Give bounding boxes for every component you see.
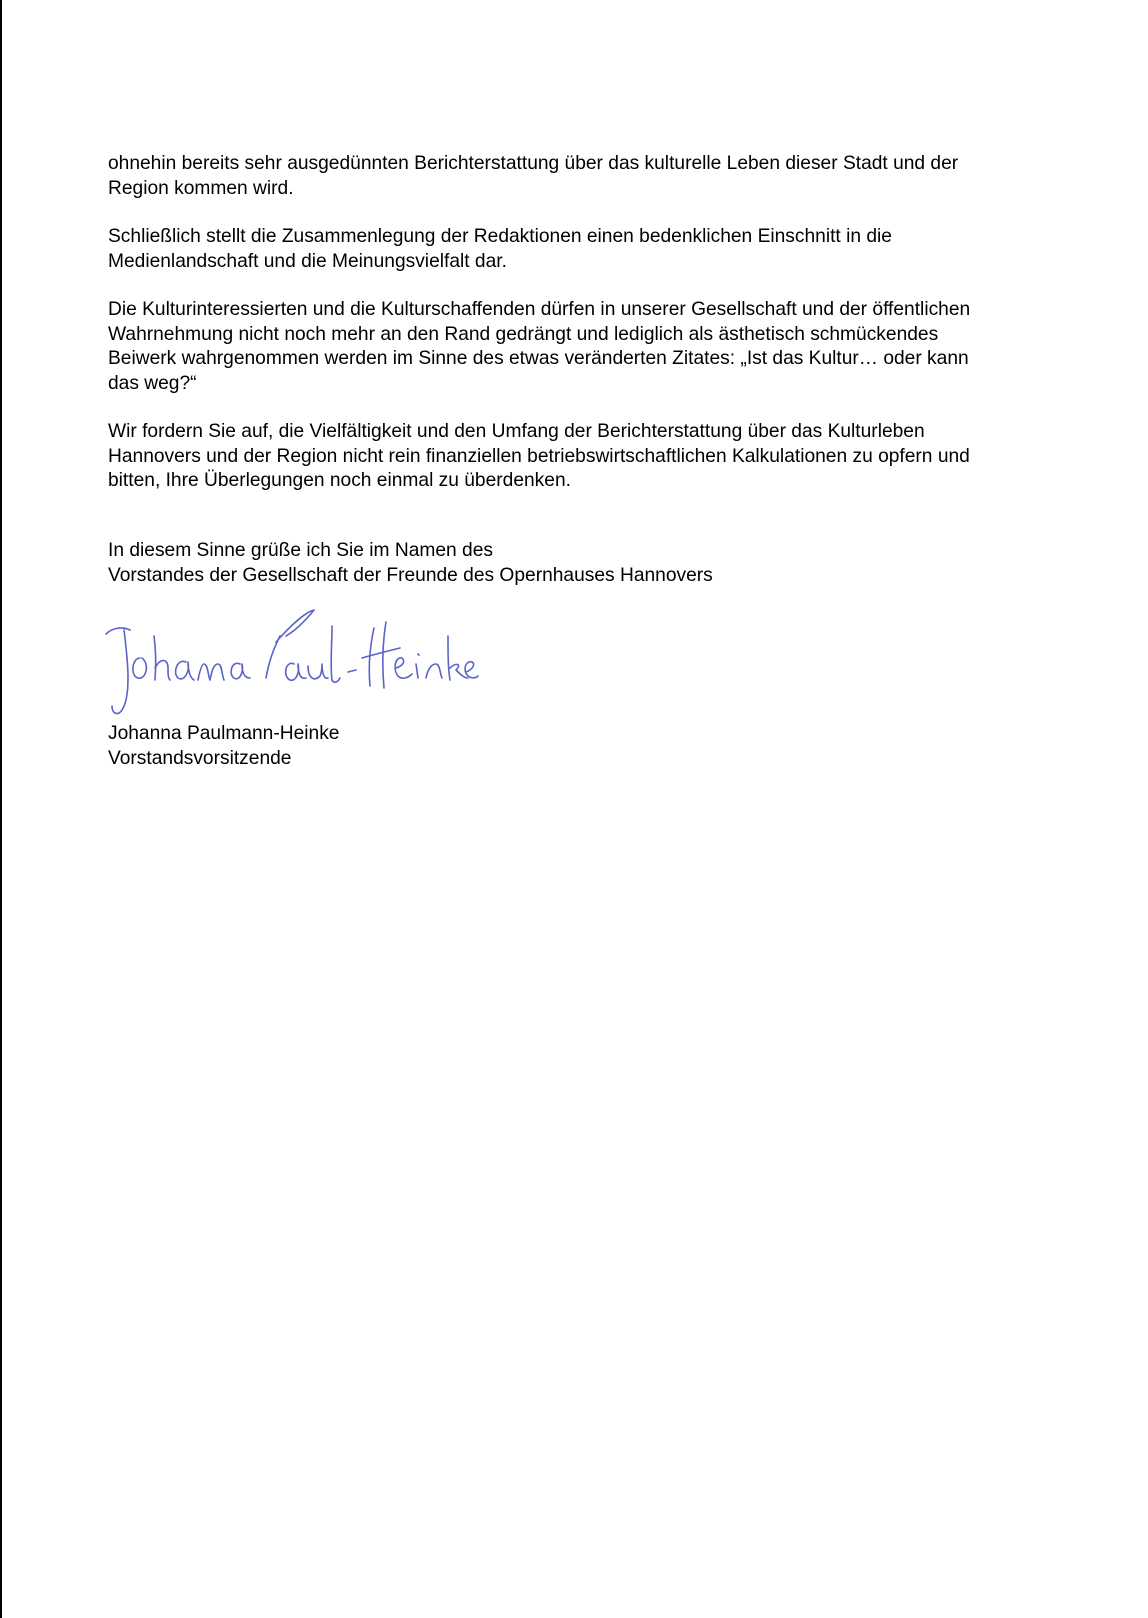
paragraph-line: ohnehin bereits sehr ausgedünnten Berichterstattung über das kulturelle Leben dieser Stadt und der (108, 153, 959, 174)
paragraph-1 (108, 152, 1068, 201)
closing-line: Vorstandes der Gesellschaft der Freunde des Opernhauses Hannovers (108, 564, 713, 586)
paragraph-line: das weg?“ (108, 372, 197, 394)
paragraph-3 (108, 298, 1068, 396)
page-border (0, 0, 2, 1618)
paragraph-line: bitten, Ihre Überlegungen noch einmal zu überdenken. (108, 470, 571, 491)
paragraph-line: Schließlich stellt die Zusammenlegung der Redaktionen einen bedenklichen Einschnitt in die (108, 226, 892, 247)
closing-line: In diesem Sinne grüße ich Sie im Namen des (108, 540, 493, 561)
paragraph-line: Medienlandschaft und die Meinungsvielfalt dar. (108, 250, 507, 272)
paragraph-line: Die Kulturinteressierten und die Kulturschaffenden dürfen in unserer Gesellschaft und der öffentlichen (108, 299, 971, 320)
paragraph-line: Hannovers und der Region nicht rein finanziellen betriebswirtschaftlichen Kalkulationen zu opfern und (108, 445, 970, 467)
paragraph-2 (108, 225, 1068, 274)
signer-name: Johanna Paulmann-Heinke (108, 723, 340, 744)
paragraph-line: Beiwerk wahrgenommen werden im Sinne des etwas veränderten Zitates: „Ist das Kultur… oder kann (108, 348, 969, 369)
handwritten-signature (100, 606, 480, 726)
paragraph-line: Region kommen wird. (108, 177, 294, 199)
signer-title: Vorstandsvorsitzende (108, 747, 292, 769)
signer-block (108, 722, 339, 771)
paragraph-4 (108, 420, 1068, 494)
closing-greeting (108, 539, 713, 588)
letter-body (108, 152, 1068, 518)
paragraph-line: Wir fordern Sie auf, die Vielfältigkeit und den Umfang der Berichterstattung über das Kulturleben (108, 421, 925, 442)
paragraph-line: Wahrnehmung nicht noch mehr an den Rand gedrängt und lediglich als ästhetisch schmückendes (108, 323, 939, 345)
